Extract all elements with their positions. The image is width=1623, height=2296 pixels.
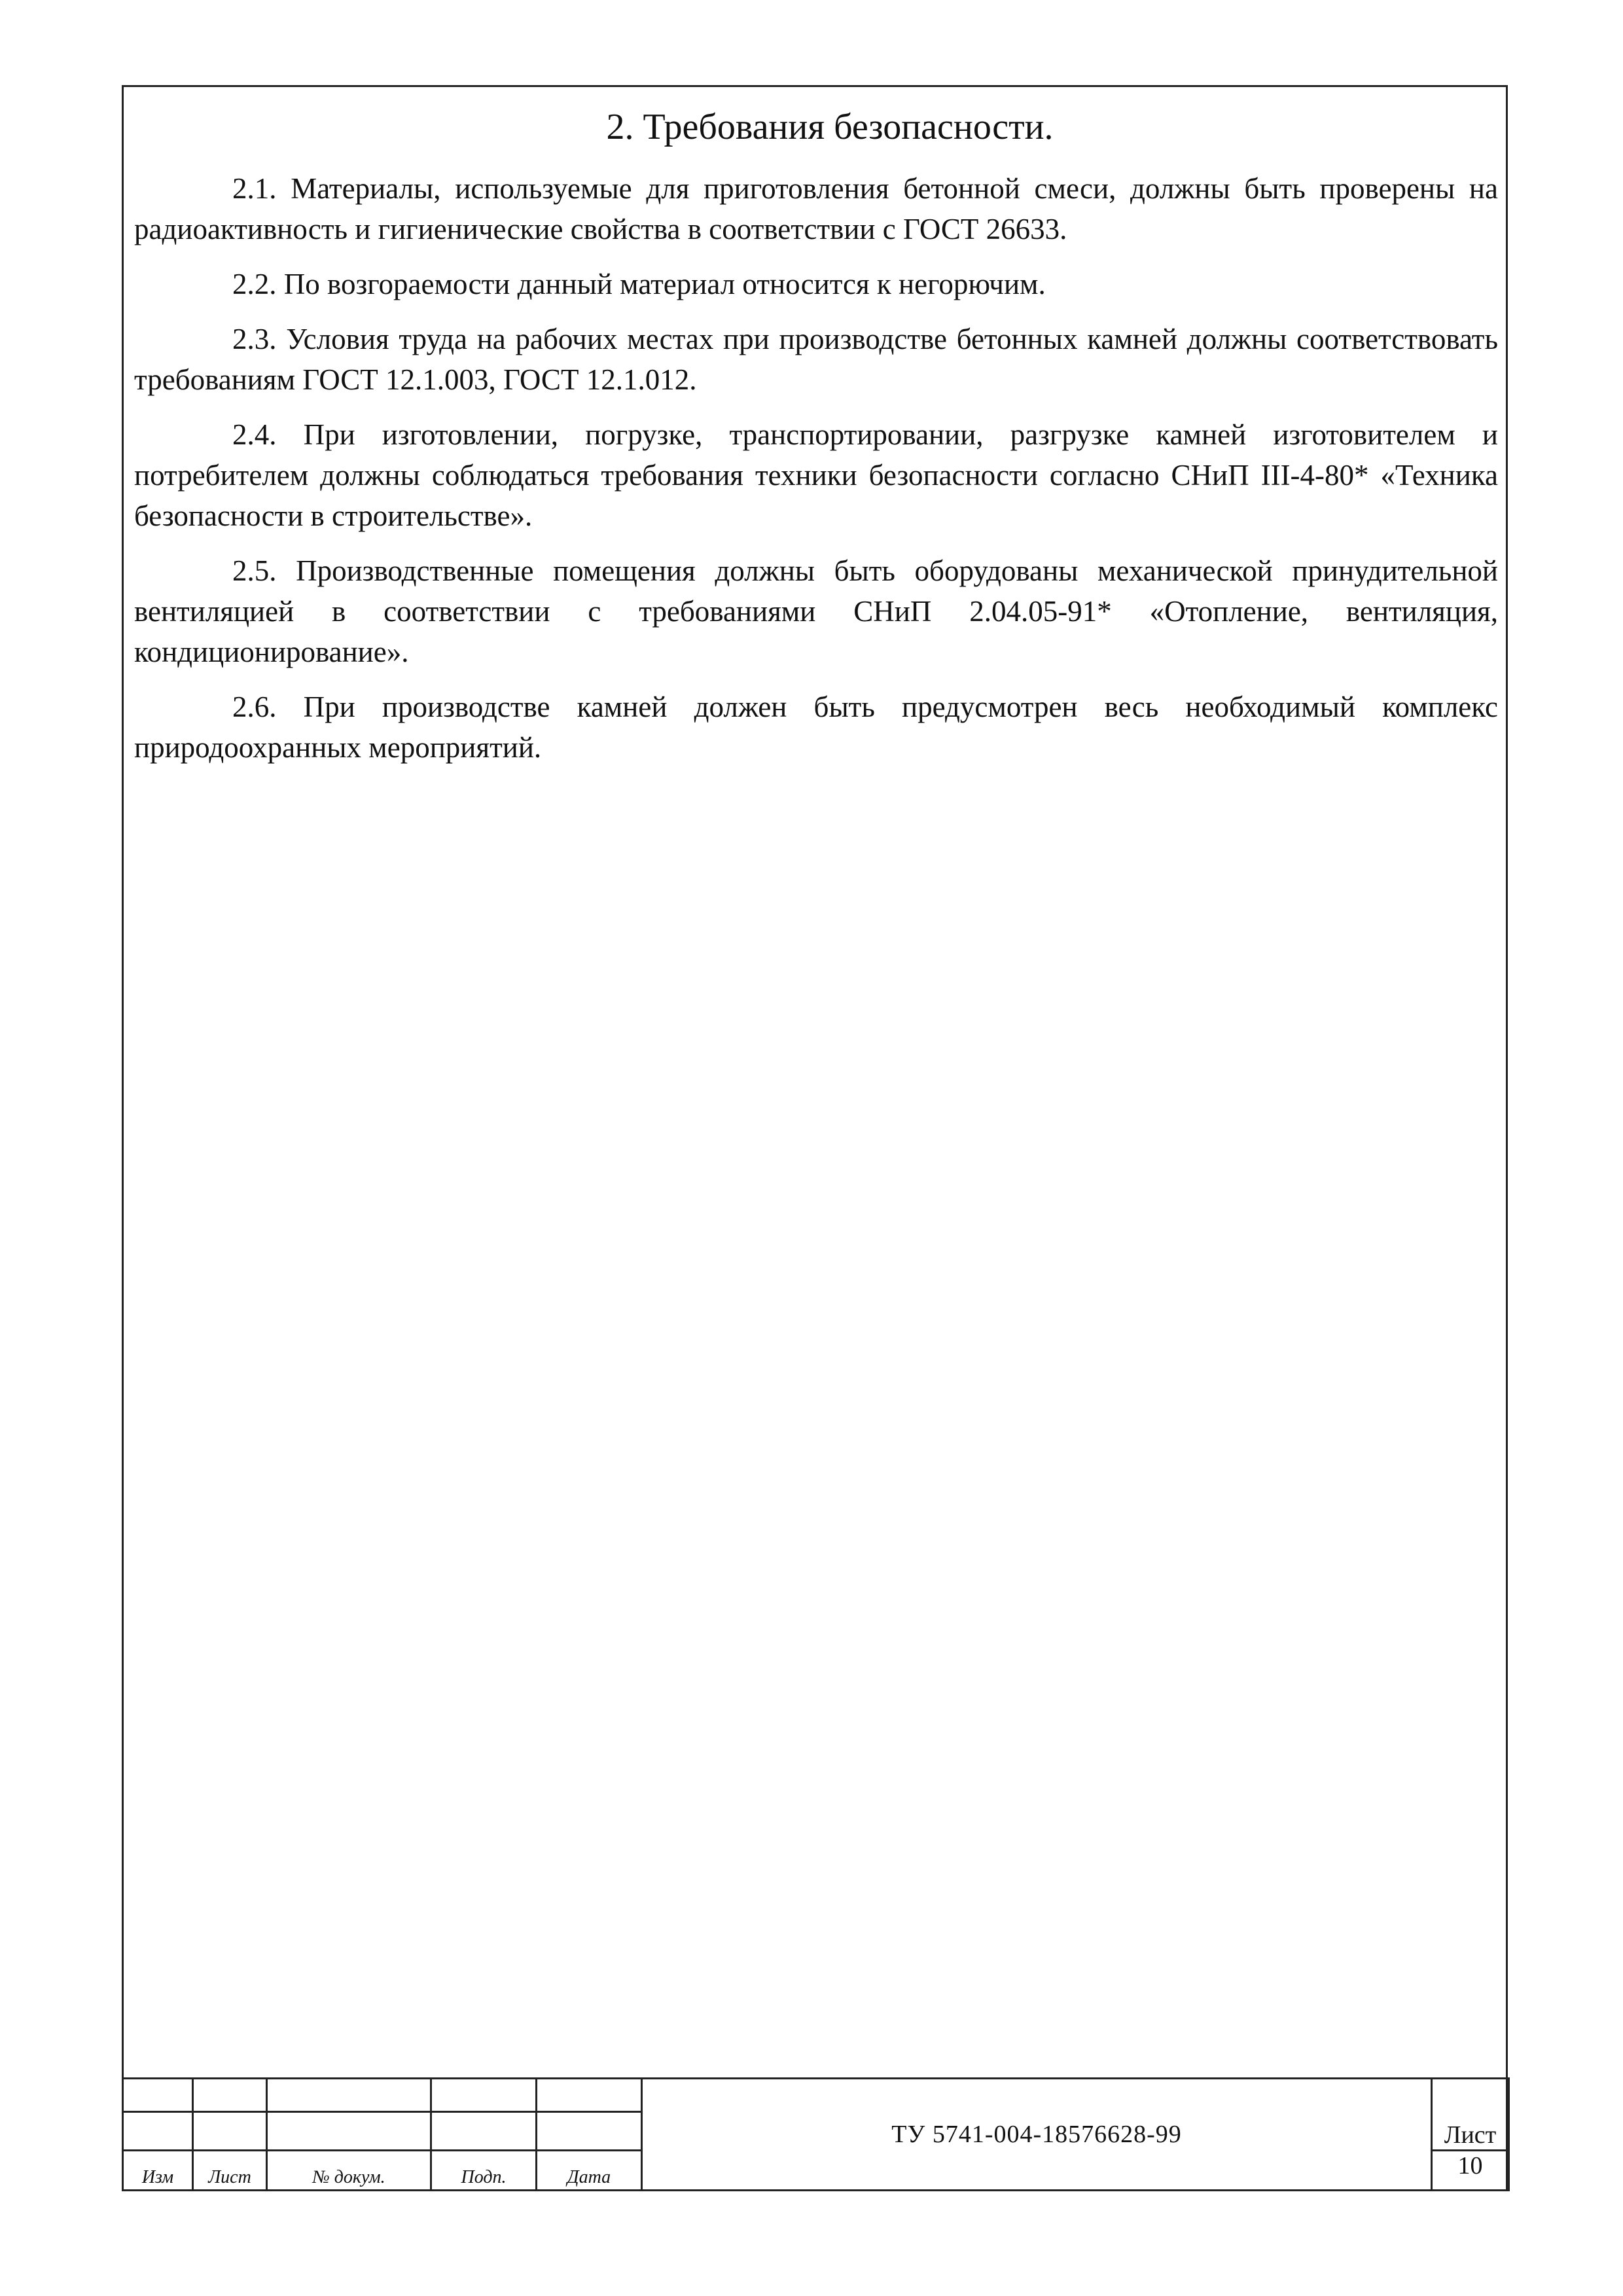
sheet-label: Лист (1432, 2079, 1509, 2151)
document-body (134, 168, 1498, 782)
title-block-cell (123, 2111, 193, 2150)
section-title: 2. Требования безопасности. (606, 107, 1054, 147)
col-label-change: Изм (123, 2150, 193, 2190)
title-block-cell (267, 2111, 431, 2150)
title-block-cell (267, 2079, 431, 2112)
title-block (122, 2077, 1510, 2191)
paragraph-2-6: 2.6. При производстве камней должен быть предусмотрен весь необходимый комплекс природоохранных мероприятий. (134, 691, 1498, 764)
document-designation: ТУ 5741-004-18576628-99 (642, 2079, 1432, 2191)
title-block-cell (537, 2079, 642, 2112)
paragraph-2-2: 2.2. По возгораемости данный материал относится к негорючим. (232, 268, 1046, 300)
paragraph-2-3: 2.3. Условия труда на рабочих местах при производстве бетонных камней должны соответствовать требованиям ГОСТ 12.1.003, ГОСТ 12.1.012. (134, 323, 1498, 396)
title-block-cell (431, 2079, 537, 2112)
paragraph-2-4: 2.4. При изготовлении, погрузке, транспортировании, разгрузке камней изготовителем и потребителем должны соблюдаться требования техники безопасности согласно СНиП III-4-80* «Техника безопасности в строительстве». (134, 418, 1498, 532)
title-block-cell (431, 2111, 537, 2150)
paragraph-2-5: 2.5. Производственные помещения должны быть оборудованы механической принудительной вентиляцией в соответствии с требованиями СНиП 2.04.05-91* «Отопление, вентиляция, кондиционирование». (134, 554, 1498, 668)
title-block-cell (193, 2111, 267, 2150)
col-label-doc-no: № докум. (267, 2150, 431, 2190)
title-block-cell (193, 2079, 267, 2112)
col-label-signature: Подп. (431, 2150, 537, 2190)
paragraph-2-1: 2.1. Материалы, используемые для приготовления бетонной смеси, должны быть проверены на радиоактивность и гигиенические свойства в соответствии с ГОСТ 26633. (134, 172, 1498, 245)
col-label-sheet: Лист (193, 2150, 267, 2190)
page-frame (122, 85, 1508, 2191)
title-block-cell (123, 2079, 193, 2112)
title-block-cell (537, 2111, 642, 2150)
sheet-number: 10 (1432, 2150, 1509, 2190)
col-label-date: Дата (537, 2150, 642, 2190)
